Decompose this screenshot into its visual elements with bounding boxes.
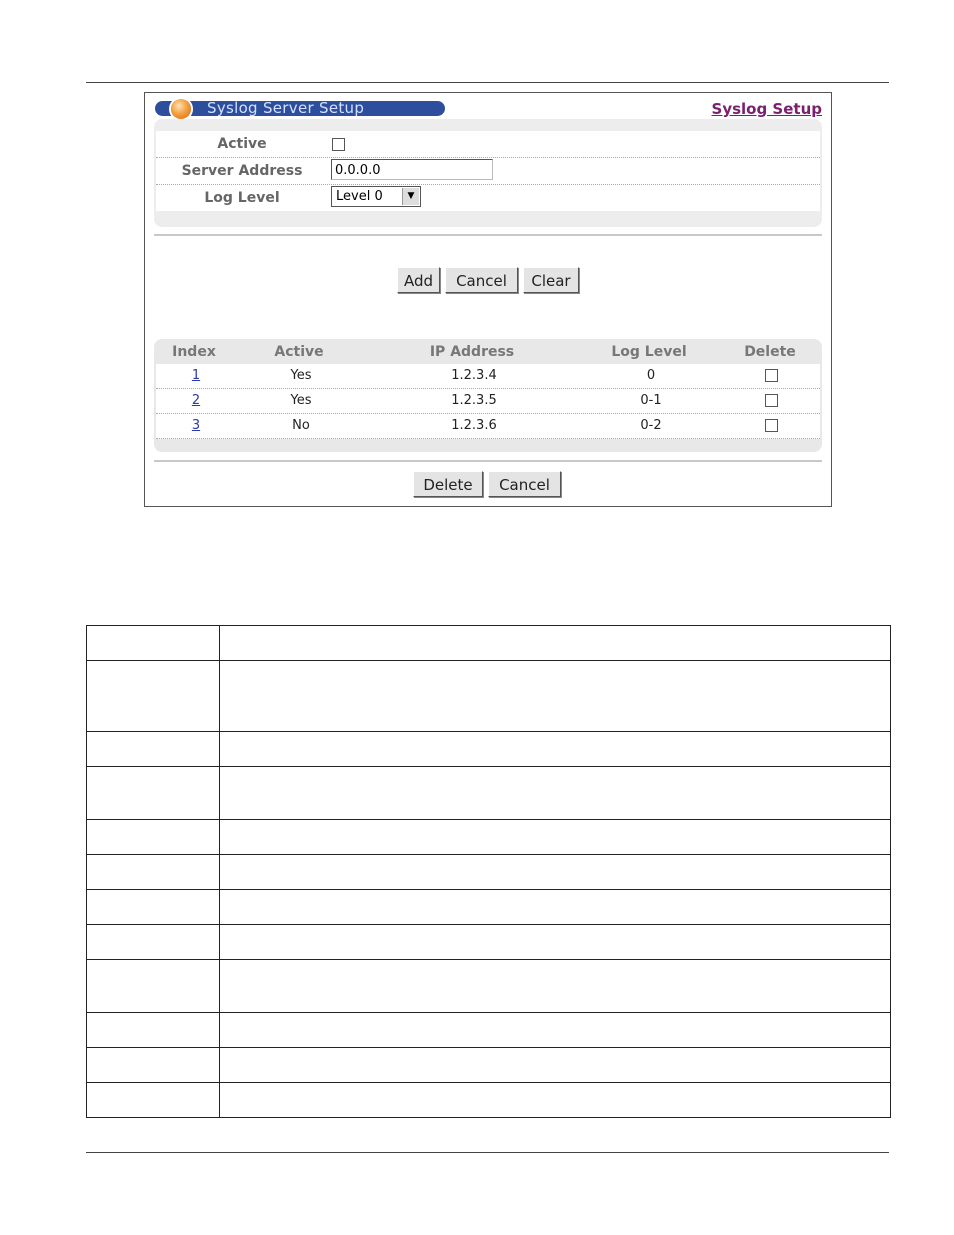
server-address-label: Server Address (181, 163, 303, 179)
table-row (87, 925, 891, 960)
syslog-server-setup-screen (144, 92, 832, 507)
table-row (87, 767, 891, 820)
page-header-rule (86, 82, 889, 83)
description-cell (220, 855, 891, 890)
label-cell (87, 855, 220, 890)
label-cell (87, 661, 220, 732)
column-header-active: Active (274, 344, 324, 360)
delete-checkbox[interactable] (765, 394, 778, 407)
server-address-row (156, 158, 820, 185)
description-cell (220, 960, 891, 1013)
label-cell (87, 1083, 220, 1118)
divider (154, 234, 822, 236)
page-footer-rule (86, 1152, 889, 1153)
column-header-delete: Delete (744, 344, 796, 360)
index-cell (156, 368, 236, 383)
log-level-cell: 0-1 (640, 393, 662, 408)
index-link[interactable]: 1 (191, 368, 201, 383)
orange-orb-icon (171, 99, 191, 119)
description-cell (220, 1013, 891, 1048)
add-button[interactable]: Add (397, 267, 440, 293)
table-row (156, 364, 820, 389)
index-cell (156, 393, 236, 408)
description-cell (220, 890, 891, 925)
index-link[interactable]: 2 (191, 393, 201, 408)
ip-address-cell: 1.2.3.4 (451, 368, 497, 383)
ip-address-cell: 1.2.3.6 (451, 418, 497, 433)
table-row (87, 732, 891, 767)
list-cancel-button[interactable]: Cancel (488, 471, 561, 497)
syslog-server-list (154, 339, 822, 452)
label-cell (87, 767, 220, 820)
label-cell (87, 732, 220, 767)
table-row (87, 820, 891, 855)
screen-title: Syslog Server Setup (207, 99, 365, 117)
table-row (87, 626, 891, 661)
column-header-ip-address: IP Address (429, 344, 515, 360)
active-checkbox[interactable] (332, 138, 345, 151)
log-level-selected-value: Level 0 (336, 189, 383, 204)
field-description-table (86, 625, 891, 1118)
clear-button[interactable]: Clear (523, 267, 579, 293)
description-cell (220, 925, 891, 960)
dropdown-arrow-icon[interactable]: ▼ (402, 188, 419, 205)
list-header (154, 342, 822, 362)
description-cell (220, 1083, 891, 1118)
table-row (156, 414, 820, 439)
column-header-log-level: Log Level (611, 344, 687, 360)
index-link[interactable]: 3 (191, 418, 201, 433)
label-cell (87, 1013, 220, 1048)
label-cell (87, 626, 220, 661)
description-cell (220, 661, 891, 732)
active-cell: Yes (290, 393, 312, 408)
table-row (87, 960, 891, 1013)
description-cell (220, 626, 891, 661)
description-cell (220, 767, 891, 820)
table-row (87, 1083, 891, 1118)
label-cell (87, 960, 220, 1013)
log-level-select[interactable] (331, 186, 421, 207)
table-row (87, 890, 891, 925)
log-level-row (156, 185, 820, 211)
table-row (156, 389, 820, 414)
delete-checkbox[interactable] (765, 419, 778, 432)
description-cell (220, 1048, 891, 1083)
divider (154, 460, 822, 462)
log-level-label: Log Level (204, 190, 280, 206)
table-row (87, 1048, 891, 1083)
server-address-input[interactable]: 0.0.0.0 (331, 159, 493, 180)
active-cell: No (292, 418, 310, 433)
table-row (87, 855, 891, 890)
active-row (156, 131, 820, 158)
description-cell (220, 732, 891, 767)
label-cell (87, 1048, 220, 1083)
column-header-index: Index (172, 344, 216, 360)
syslog-setup-link[interactable]: Syslog Setup (711, 100, 822, 118)
delete-checkbox[interactable] (765, 369, 778, 382)
table-row (87, 1013, 891, 1048)
active-label: Active (217, 136, 267, 152)
settings-panel (154, 119, 822, 227)
label-cell (87, 890, 220, 925)
description-cell (220, 820, 891, 855)
log-level-cell: 0-2 (640, 418, 662, 433)
delete-button[interactable]: Delete (413, 471, 483, 497)
index-cell (156, 418, 236, 433)
log-level-cell: 0 (646, 368, 656, 383)
label-cell (87, 820, 220, 855)
table-row (87, 661, 891, 732)
active-cell: Yes (290, 368, 312, 383)
ip-address-cell: 1.2.3.5 (451, 393, 497, 408)
label-cell (87, 925, 220, 960)
cancel-button[interactable]: Cancel (445, 267, 518, 293)
